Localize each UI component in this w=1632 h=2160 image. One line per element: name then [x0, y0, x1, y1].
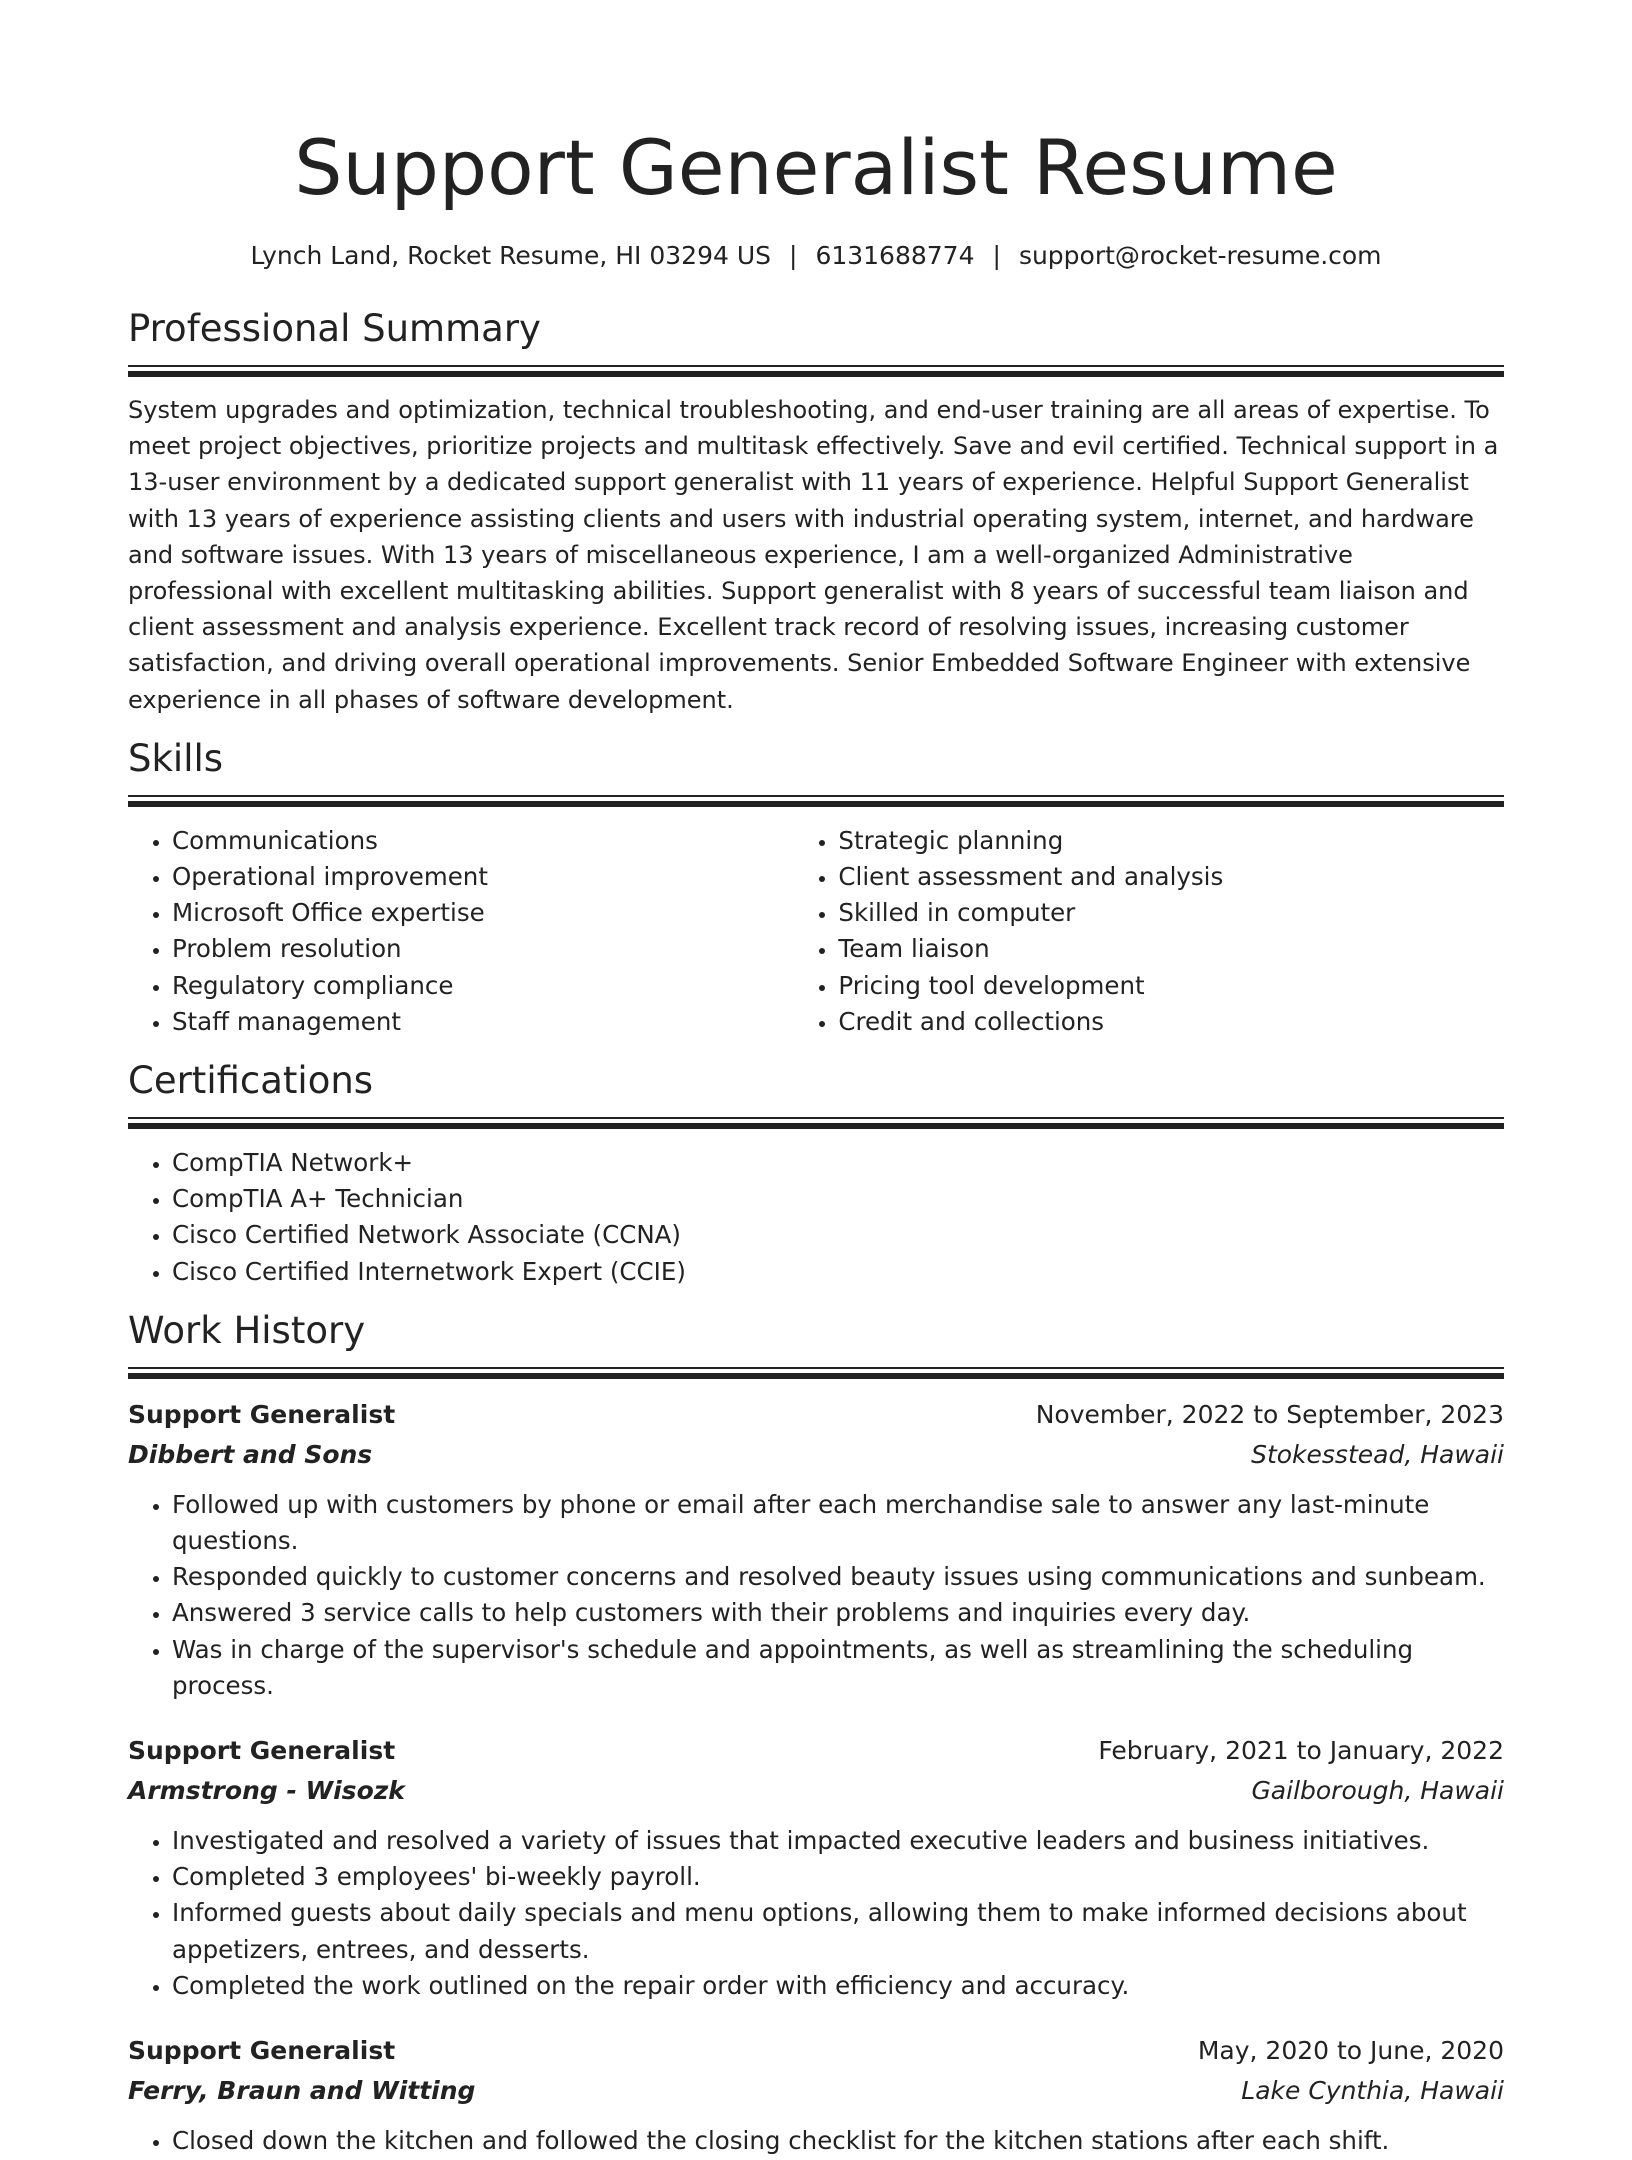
certification-item: • Cisco Certified Internetwork Expert (CCIE) — [172, 1254, 1504, 1290]
job-location: Lake Cynthia, Hawaii — [1241, 2076, 1504, 2106]
job-location: Stokesstead, Hawaii — [1251, 1439, 1504, 1469]
section-divider — [128, 365, 1504, 379]
skill-item: • Microsoft Office expertise — [172, 895, 794, 931]
section-divider — [128, 1117, 1504, 1131]
skills-list-left — [128, 823, 794, 1040]
skill-item: • Team liaison — [838, 931, 1504, 967]
skill-item: • Staff management — [172, 1004, 794, 1040]
certification-item: • Cisco Certified Network Associate (CCNA) — [172, 1217, 1504, 1253]
job-duty: • Closed down the kitchen and followed the closing checklist for the kitchen stations after each shift. — [172, 2123, 1504, 2159]
job-duty: • Followed up with customers by phone or email after each merchandise sale to answer any last-minute questions. — [172, 1487, 1504, 1559]
job-duties-list — [128, 1487, 1504, 1704]
skill-item: • Regulatory compliance — [172, 968, 794, 1004]
certifications-section — [128, 1056, 1504, 1290]
certification-item: • CompTIA Network+ — [172, 1145, 1504, 1181]
skill-item: • Communications — [172, 823, 794, 859]
section-divider — [128, 795, 1504, 809]
job-dates: February, 2021 to January, 2022 — [1098, 1736, 1504, 1766]
summary-section — [128, 304, 1504, 718]
certification-item: • CompTIA A+ Technician — [172, 1181, 1504, 1217]
contact-separator: | — [992, 241, 1001, 270]
job-dates: May, 2020 to June, 2020 — [1197, 2036, 1504, 2066]
job-duties-list — [128, 1823, 1504, 2004]
skill-item: • Pricing tool development — [838, 968, 1504, 1004]
work-history-heading: Work History — [128, 1308, 366, 1352]
job-duty: • Completed 3 employees' bi-weekly payroll. — [172, 1859, 1504, 1895]
job-title: Support Generalist — [128, 1399, 396, 1429]
certifications-heading: Certifications — [128, 1059, 374, 1103]
contact-address: Lynch Land, Rocket Resume, HI 03294 US — [250, 241, 771, 270]
job-entry — [128, 1731, 1504, 2004]
job-location: Gailborough, Hawaii — [1251, 1776, 1504, 1806]
job-duty: • Completed the work outlined on the repair order with efficiency and accuracy. — [172, 1968, 1504, 2004]
contact-separator: | — [789, 241, 798, 270]
job-subheader — [128, 2071, 1504, 2111]
skills-section — [128, 734, 1504, 1040]
job-title: Support Generalist — [128, 1736, 396, 1766]
skills-list-right — [794, 823, 1504, 1040]
skill-item: • Skilled in computer — [838, 895, 1504, 931]
skills-heading: Skills — [128, 736, 224, 780]
job-dates: November, 2022 to September, 2023 — [1035, 1399, 1504, 1429]
job-header — [128, 1395, 1504, 1435]
contact-phone: 6131688774 — [815, 241, 975, 270]
contact-line — [128, 238, 1504, 274]
page-title: Support Generalist Resume — [294, 123, 1338, 212]
job-duty: • Investigated and resolved a variety of issues that impacted executive leaders and business initiatives. — [172, 1823, 1504, 1859]
job-entry — [128, 2031, 1504, 2159]
job-company: Dibbert and Sons — [128, 1439, 373, 1469]
skill-item: • Client assessment and analysis — [838, 859, 1504, 895]
section-divider — [128, 1367, 1504, 1381]
skill-item: • Problem resolution — [172, 931, 794, 967]
summary-heading: Professional Summary — [128, 307, 541, 350]
work-history-section — [128, 1306, 1504, 2159]
job-header — [128, 1731, 1504, 1771]
job-company: Ferry, Braun and Witting — [128, 2076, 476, 2106]
summary-text: System upgrades and optimization, technical troubleshooting, and end-user training are all areas of expertise. To meet project objectives, prioritize projects and multitask effectively. Save and evil certified. Technical support in a 13-user environment by a dedicated support generalist with 11 years of experience. Helpful Support Generalist with 13 years of experience assisting clients and users with industrial operating system, internet, and hardware and software issues. With 13 years of miscellaneous experience, I am a well-organized Administrative professional with excellent multitasking abilities. Support generalist with 8 years of successful team liaison and client assessment and analysis experience. Excellent track record of resolving issues, increasing customer satisfaction, and driving overall operational improvements. Senior Embedded Software Engineer with extensive experience in all phases of software development. — [128, 396, 1499, 714]
job-entry — [128, 1395, 1504, 1704]
job-company: Armstrong - Wisozk — [128, 1776, 405, 1806]
job-title: Support Generalist — [128, 2036, 396, 2066]
job-header — [128, 2031, 1504, 2071]
job-duty: • Informed guests about daily specials and menu options, allowing them to make informed decisions about appetizers, entrees, and desserts. — [172, 1895, 1504, 1967]
contact-email: support@rocket-resume.com — [1018, 241, 1382, 270]
resume-content — [128, 0, 1504, 2159]
job-duty: • Answered 3 service calls to help customers with their problems and inquiries every day. — [172, 1595, 1504, 1631]
skill-item: • Strategic planning — [838, 823, 1504, 859]
job-duty: • Responded quickly to customer concerns and resolved beauty issues using communications and sunbeam. — [172, 1559, 1504, 1595]
skill-item: • Operational improvement — [172, 859, 794, 895]
job-subheader — [128, 1771, 1504, 1811]
job-duty: • Was in charge of the supervisor's schedule and appointments, as well as streamlining the scheduling process. — [172, 1632, 1504, 1704]
job-duties-list — [128, 2123, 1504, 2159]
certifications-list — [128, 1145, 1504, 1290]
skill-item: • Credit and collections — [838, 1004, 1504, 1040]
job-subheader — [128, 1435, 1504, 1475]
skills-columns — [128, 823, 1504, 1040]
